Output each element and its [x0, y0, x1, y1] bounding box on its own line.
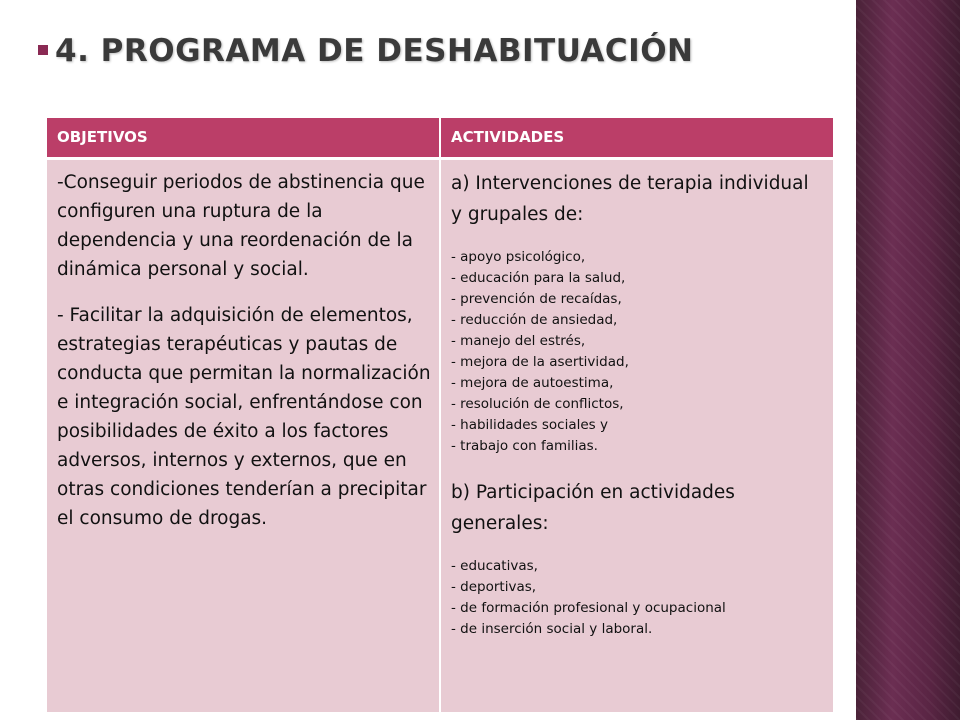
actividades-a-list: [451, 247, 825, 457]
list-item: - reducción de ansiedad,: [451, 312, 618, 328]
title-bullet-icon: [38, 45, 48, 55]
objetivo-1: -Conseguir periodos de abstinencia que configuren una ruptura de la dependencia y una reordenación de la dinámica personal y social.: [57, 172, 425, 280]
list-item: - mejora de la asertividad,: [451, 354, 629, 370]
list-item: - de inserción social y laboral.: [451, 621, 653, 637]
list-item: - deportivas,: [451, 579, 537, 595]
list-item: - educativas,: [451, 558, 538, 574]
objetivo-2: - Facilitar la adquisición de elementos, estrategias terapéuticas y pautas de conducta que permitan la normalización e integración social, enfrentándose con posibilidades de éxito a los factores adversos, internos y externos, que en otras condiciones tenderían a precipitar el consumo de drogas.: [57, 305, 431, 529]
table-header-row: [47, 118, 833, 159]
decorative-side-pattern: [856, 0, 960, 720]
header-objetivos: OBJETIVOS: [47, 118, 440, 159]
program-table: [47, 118, 833, 712]
objetivos-cell: [47, 159, 440, 713]
list-item: - educación para la salud,: [451, 270, 626, 286]
list-item: - apoyo psicológico,: [451, 249, 586, 265]
table-row: [47, 159, 833, 713]
list-item: - resolución de conflictos,: [451, 396, 624, 412]
actividades-b-heading: b) Participación en actividades generales:: [451, 482, 735, 534]
list-item: - habilidades sociales y: [451, 417, 608, 433]
slide-title: 4. PROGRAMA DE DESHABITUACIÓN: [55, 33, 694, 69]
list-item: - de formación profesional y ocupacional: [451, 600, 726, 616]
list-item: - trabajo con familias.: [451, 438, 598, 454]
list-item: - mejora de autoestima,: [451, 375, 614, 391]
list-item: - manejo del estrés,: [451, 333, 586, 349]
header-actividades: ACTIVIDADES: [440, 118, 833, 159]
actividades-cell: [440, 159, 833, 713]
actividades-b-list: [451, 556, 825, 640]
actividades-a-heading: a) Intervenciones de terapia individual y grupales de:: [451, 173, 809, 225]
list-item: - prevención de recaídas,: [451, 291, 622, 307]
